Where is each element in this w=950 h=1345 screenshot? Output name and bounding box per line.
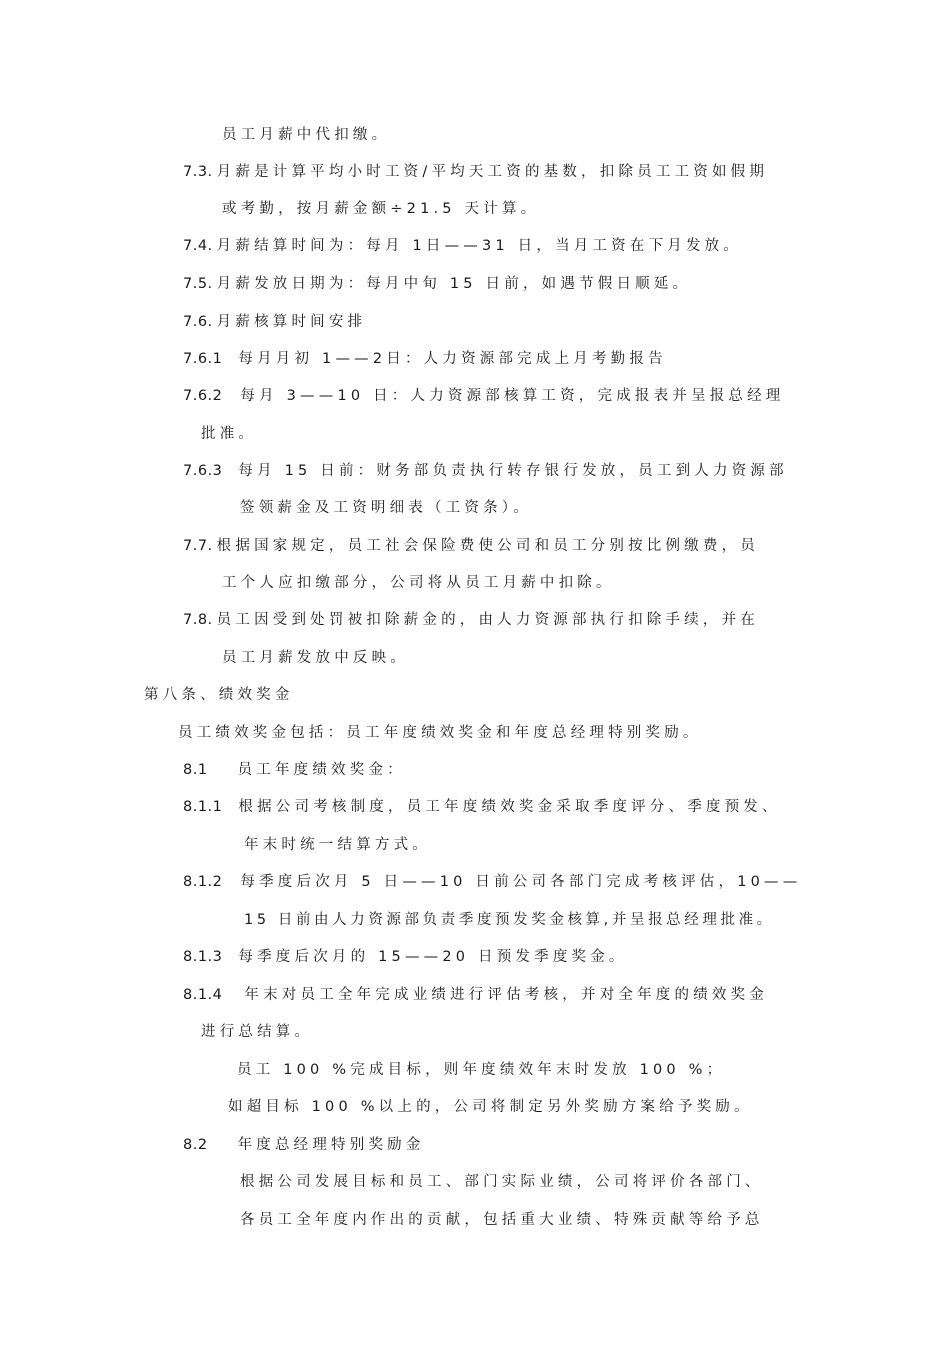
line-text: 员工月薪发放中反映。	[222, 650, 409, 666]
item-text: 年末对员工全年完成业绩进行评估考核，并对全年度的绩效奖金	[244, 987, 769, 1003]
item-number: 7.6.1	[183, 351, 223, 367]
text-line	[228, 1097, 753, 1117]
section-heading-text: 第八条、绩效奖金	[144, 687, 294, 703]
text-line	[201, 424, 257, 444]
text-line	[222, 125, 390, 145]
line-text: 各员工全年度内作出的贡献，包括重大业绩、特殊贡献等给予总	[240, 1212, 764, 1228]
line-text: 年末时统一结算方式。	[244, 837, 431, 853]
text-line	[222, 199, 539, 219]
list-item	[183, 610, 759, 630]
list-item	[183, 872, 801, 892]
item-number: 7.6.2	[183, 388, 223, 404]
item-number: 7.3.	[183, 164, 213, 180]
list-item	[183, 536, 759, 556]
item-text: 根据公司考核制度，员工年度绩效奖金采取季度评分、季度预发、	[238, 799, 781, 815]
item-number: 7.6.	[183, 314, 213, 330]
line-text: 15 日前由人力资源部负责季度预发奖金核算,并呈报总经理批准。	[244, 912, 775, 928]
item-text: 员工年度绩效奖金：	[237, 762, 406, 778]
list-item	[183, 236, 742, 256]
item-number: 8.1.1	[183, 799, 223, 815]
line-text: 签领薪金及工资明细表（工资条）。	[240, 500, 532, 516]
text-line	[240, 1210, 764, 1230]
item-text: 月薪是计算平均小时工资/平均天工资的基数，扣除员工工资如假期	[216, 164, 769, 180]
item-text: 月薪结算时间为：每月 1日——31 日，当月工资在下月发放。	[216, 238, 743, 254]
list-item	[183, 274, 691, 294]
line-text: 员工 100 %完成目标，则年度绩效年末时发放 100 %；	[237, 1062, 726, 1078]
text-line	[237, 1060, 725, 1080]
item-number: 8.2	[183, 1137, 208, 1153]
list-item	[183, 349, 667, 369]
text-line	[244, 910, 775, 930]
section-heading	[144, 685, 294, 705]
item-text: 每月 15 日前：财务部负责执行转存银行发放，员工到人力资源部	[238, 463, 788, 479]
list-item	[183, 386, 785, 406]
list-item	[183, 312, 366, 332]
item-text: 每月月初 1——2日：人力资源部完成上月考勤报告	[238, 351, 667, 367]
text-line	[222, 573, 615, 593]
item-text: 员工因受到处罚被扣除薪金的，由人力资源部执行扣除手续，并在	[216, 612, 759, 628]
item-number: 7.8.	[183, 612, 213, 628]
line-text: 进行总结算。	[201, 1024, 314, 1040]
text-line	[244, 835, 431, 855]
line-text: 工个人应扣缴部分，公司将从员工月薪中扣除。	[222, 575, 615, 591]
item-number: 8.1	[183, 762, 208, 778]
item-number: 8.1.2	[183, 874, 223, 890]
line-text: 员工绩效奖金包括：员工年度绩效奖金和年度总经理特别奖励。	[178, 725, 702, 741]
list-item	[183, 985, 768, 1005]
line-text: 如超目标 100 %以上的，公司将制定另外奖励方案给予奖励。	[228, 1099, 753, 1115]
list-item	[183, 947, 628, 967]
item-number: 8.1.3	[183, 949, 223, 965]
item-number: 7.5.	[183, 276, 213, 292]
text-line	[201, 1022, 313, 1042]
text-line	[240, 498, 532, 518]
list-item	[183, 162, 768, 182]
list-item	[183, 1135, 425, 1155]
line-text: 批准。	[201, 426, 258, 442]
item-text: 月薪核算时间安排	[216, 314, 367, 330]
item-number: 8.1.4	[183, 987, 223, 1003]
list-item	[183, 461, 788, 481]
line-text: 员工月薪中代扣缴。	[222, 127, 391, 143]
item-number: 7.4.	[183, 238, 213, 254]
line-text: 或考勤，按月薪金额÷21.5 天计算。	[222, 201, 540, 217]
text-line	[240, 1172, 764, 1192]
item-text: 每月 3——10 日：人力资源部核算工资，完成报表并呈报总经理	[240, 388, 785, 404]
item-text: 根据国家规定，员工社会保险费使公司和员工分别按比例缴费，员	[216, 538, 759, 554]
list-item	[183, 760, 406, 780]
item-text: 每季度后次月的 15——20 日预发季度奖金。	[238, 949, 628, 965]
text-line	[222, 648, 409, 668]
item-number: 7.6.3	[183, 463, 223, 479]
item-text: 月薪发放日期为：每月中旬 15 日前，如遇节假日顺延。	[216, 276, 692, 292]
item-text: 年度总经理特别奖励金	[237, 1137, 425, 1153]
item-number: 7.7.	[183, 538, 213, 554]
line-text: 根据公司发展目标和员工、部门实际业绩，公司将评价各部门、	[240, 1174, 764, 1190]
list-item	[183, 797, 781, 817]
item-text: 每季度后次月 5 日——10 日前公司各部门完成考核评估，10——	[240, 874, 802, 890]
text-line	[178, 723, 702, 743]
